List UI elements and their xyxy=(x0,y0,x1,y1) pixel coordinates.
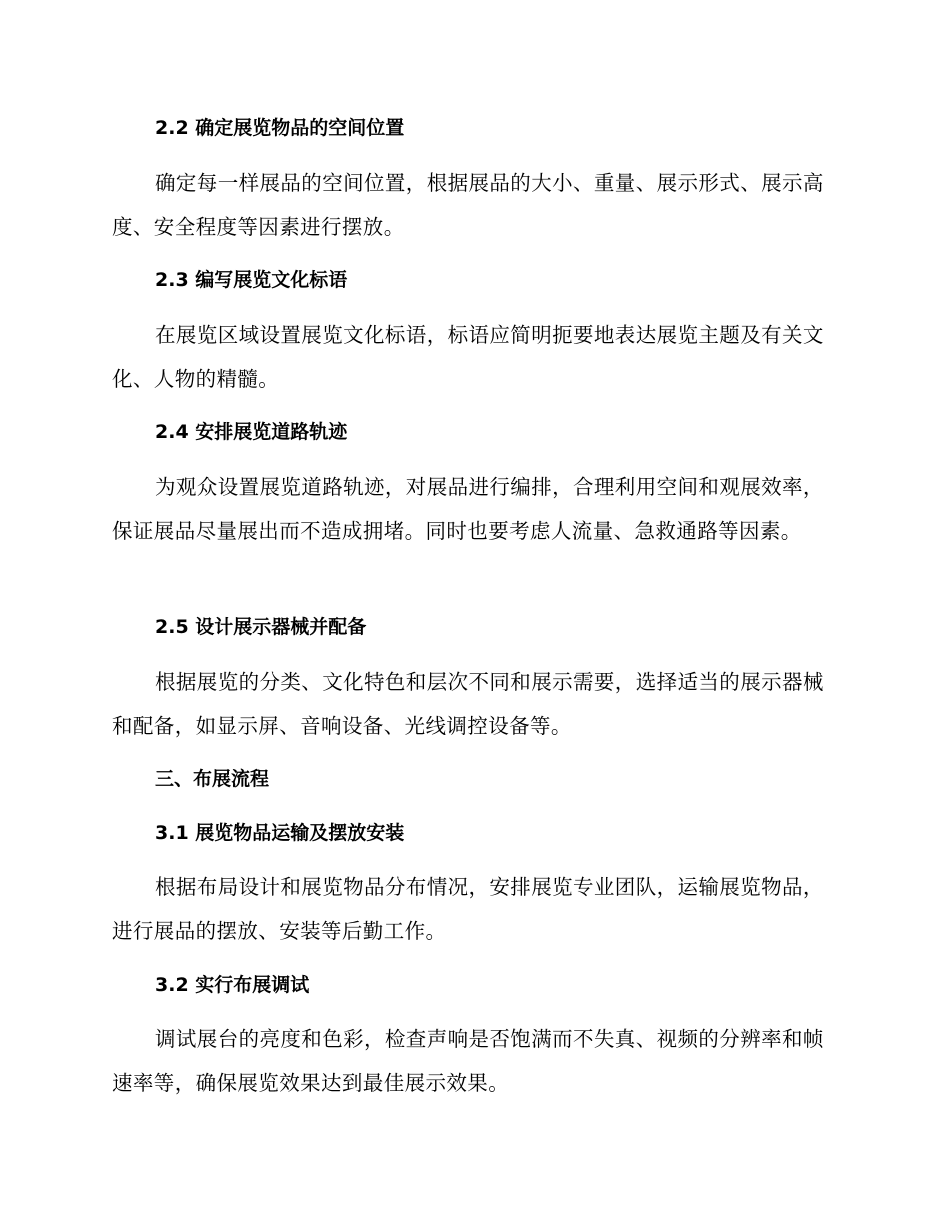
section-heading-2-2: 2.2 确定展览物品的空间位置 xyxy=(155,117,405,139)
section-body-3-2: 调试展台的亮度和色彩，检查声响是否饱满而不失真、视频的分辨率和帧速率等，确保展览效果达到最佳展示效果。 xyxy=(112,1027,824,1095)
section-heading-2-4: 2.4 安排展览道路轨迹 xyxy=(155,421,348,443)
section-heading-3-1: 3.1 展览物品运输及摆放安装 xyxy=(155,822,405,844)
section-heading-3-2: 3.2 实行布展调试 xyxy=(155,974,310,996)
section-heading-2-3: 2.3 编写展览文化标语 xyxy=(155,269,348,291)
section-body-2-4: 为观众设置展览道路轨迹，对展品进行编排，合理利用空间和观展效率，保证展品尽量展出而不造成拥堵。同时也要考虑人流量、急救通路等因素。 xyxy=(112,475,824,543)
chapter-heading-3: 三、布展流程 xyxy=(155,768,270,790)
section-body-2-2: 确定每一样展品的空间位置，根据展品的大小、重量、展示形式、展示高度、安全程度等因素进行摆放。 xyxy=(112,171,824,239)
section-body-2-3: 在展览区域设置展览文化标语，标语应简明扼要地表达展览主题及有关文化、人物的精髓。 xyxy=(112,323,824,391)
section-body-2-5: 根据展览的分类、文化特色和层次不同和展示需要，选择适当的展示器械和配备，如显示屏、音响设备、光线调控设备等。 xyxy=(112,670,824,738)
section-body-3-1: 根据布局设计和展览物品分布情况，安排展览专业团队，运输展览物品，进行展品的摆放、安装等后勤工作。 xyxy=(112,875,824,943)
section-heading-2-5: 2.5 设计展示器械并配备 xyxy=(155,616,367,638)
